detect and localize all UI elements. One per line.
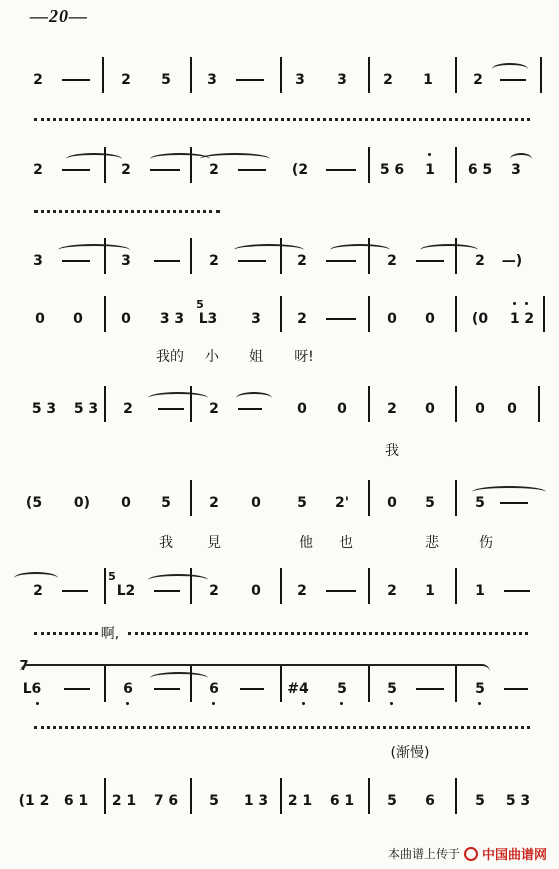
barline [104,778,106,814]
note: 3 [121,253,131,269]
barline [368,480,370,516]
note: 3 [511,162,521,178]
barline [543,296,545,332]
note: 6 1 [329,793,355,809]
lyric-placeholder-dots [34,632,98,635]
note: 3 [207,72,217,88]
note: 5 [425,495,435,511]
note: 0 [387,495,397,511]
note: (1 2 [18,793,50,809]
note: 2 [387,253,397,269]
lyric: 見 [207,535,221,551]
lyric-placeholder-dots [34,210,220,213]
logo-icon [464,847,478,861]
note: 6 5 [467,162,493,178]
note: 0 [297,401,307,417]
lyric-placeholder-dots [34,726,530,729]
note: 3 [337,72,347,88]
barline [368,568,370,604]
footer [388,844,547,863]
barline [455,238,457,274]
barline [190,386,192,422]
note: 5 [475,495,485,511]
barline [455,296,457,332]
note: 0 [251,583,261,599]
barline [368,386,370,422]
note: 2 1 [287,793,313,809]
low-octave-dot [390,702,393,705]
lyric: 啊, [100,626,120,642]
note: 0 [337,401,347,417]
footer-text: 本曲谱上传于 [387,847,460,861]
dash [62,79,90,81]
tie [20,664,490,672]
tie [150,672,208,684]
barline [190,147,192,183]
barline [538,386,540,422]
note: 6 [209,681,219,697]
barline [104,666,106,702]
barline [190,666,192,702]
barline [368,147,370,183]
tie [420,244,478,256]
note: 0 [121,311,131,327]
barline [368,238,370,274]
tie [66,153,122,165]
lyric-placeholder-dots [34,118,530,121]
lyric: 他 [299,535,313,551]
note: 2 [121,72,131,88]
note: 1 3 [243,793,269,809]
note: 0 [475,401,485,417]
note: ᒪ6 [22,681,42,697]
score-row-9 [0,790,559,812]
barline [280,568,282,604]
note: 2 [297,583,307,599]
high-octave-dot [525,302,528,305]
dash [416,260,444,262]
barline [280,296,282,332]
note: —) [501,253,523,269]
barline [368,666,370,702]
note: 1 [425,583,435,599]
low-octave-dot [126,702,129,705]
note: 5 [161,495,171,511]
grace-note: 5 [196,298,204,311]
note: 5 [387,681,397,697]
barline [455,57,457,93]
dash [236,79,264,81]
note: 2 [209,162,219,178]
note: #4 [287,681,309,697]
barline [104,238,106,274]
note: 2 1 [111,793,137,809]
note: 5 [475,793,485,809]
barline [190,238,192,274]
note: 6 [425,793,435,809]
barline [455,568,457,604]
note: 2 [209,583,219,599]
note: 5 [297,495,307,511]
note: 2' [334,495,350,511]
dash [154,260,180,262]
note: 5 [161,72,171,88]
note: 2 [387,583,397,599]
tie [492,63,528,75]
dash [326,169,356,171]
note: 2 [33,72,43,88]
lyric-placeholder-dots [128,632,528,635]
lyric: 悲 [425,535,439,551]
dash [416,688,444,690]
note: (0 [471,311,489,327]
note: 7 6 [153,793,179,809]
note: ᒪ3 [198,311,218,327]
dash [62,169,90,171]
note: 0 [73,311,83,327]
barline [455,666,457,702]
note: 2 [209,253,219,269]
dash [504,688,528,690]
dash [500,79,526,81]
barline [104,147,106,183]
note: 0 [425,401,435,417]
dash [504,590,530,592]
note: 5 [387,793,397,809]
barline [280,238,282,274]
note: 5 3 [31,401,57,417]
barline [368,778,370,814]
score-row-3 [0,250,559,272]
barline [280,57,282,93]
note: 1 [475,583,485,599]
barline [104,568,106,604]
lyric: 我 [159,535,173,551]
score-row-2 [0,159,559,181]
high-octave-dot [513,302,516,305]
dash [62,260,90,262]
note: 3 [295,72,305,88]
note: 6 [123,681,133,697]
note: 2 [123,401,133,417]
barline [455,386,457,422]
score-row-5 [0,398,559,420]
note: 2 [297,253,307,269]
low-octave-dot [212,702,215,705]
barline [190,480,192,516]
note: 1 2 [509,311,535,327]
barline [540,57,542,93]
lyric: 小 [205,349,219,365]
note: 6 1 [63,793,89,809]
lyric: 伤 [479,535,493,551]
note: 3 [251,311,261,327]
dash [158,408,184,410]
score-row-1 [0,69,559,91]
low-octave-dot [340,702,343,705]
barline [455,480,457,516]
score-row-7 [0,570,559,602]
note: 0 [251,495,261,511]
note: ᒪ2 [116,583,136,599]
barline [102,57,104,93]
high-octave-dot [428,153,431,156]
note: 2 [475,253,485,269]
barline [190,778,192,814]
dash [154,688,180,690]
note: (2 [291,162,309,178]
note: 0 [121,495,131,511]
dash [154,590,180,592]
tie [330,244,390,256]
barline [455,147,457,183]
note: 2 [33,583,43,599]
dash [326,318,356,320]
barline [190,568,192,604]
note: 5 [209,793,219,809]
tie [236,392,272,404]
barline [368,296,370,332]
low-octave-dot [36,702,39,705]
barline [368,57,370,93]
note: 5 3 [505,793,531,809]
note: 2 [383,72,393,88]
dash [326,590,356,592]
tie [234,244,304,256]
barline [104,386,106,422]
note: 5 6 [379,162,405,178]
note: 0 [35,311,45,327]
note: 0 [387,311,397,327]
barline [104,296,106,332]
low-octave-dot [478,702,481,705]
note: 2 [33,162,43,178]
note: 2 [473,72,483,88]
note: 2 [297,311,307,327]
lyric: 呀! [294,349,314,365]
note: 1 [425,162,435,178]
tie [58,244,130,256]
score-row-6 [0,492,559,514]
barline [455,778,457,814]
barline [280,666,282,702]
note: 5 [337,681,347,697]
dash [500,502,528,504]
tempo-marking: (渐慢) [390,745,430,761]
page-number: —20— [30,6,88,26]
note: 0) [73,495,91,511]
lyric: 也 [339,535,353,551]
footer-brand: 中国曲谱网 [481,847,547,862]
barline [280,778,282,814]
dash [64,688,90,690]
tie [200,153,270,165]
grace-note: 5 [108,570,116,583]
dash [238,408,262,410]
note: 2 [121,162,131,178]
tie [148,574,208,586]
dash [238,260,266,262]
tie [148,392,208,404]
dash [240,688,264,690]
tie [510,153,532,165]
grace-note: 7 [19,659,29,674]
note: 2 [387,401,397,417]
tie [472,486,546,498]
low-octave-dot [302,702,305,705]
lyric: 姐 [249,349,263,365]
note: 5 3 [73,401,99,417]
dash [62,590,88,592]
dash [150,169,180,171]
dash [238,169,266,171]
note: 1 [423,72,433,88]
dash [326,260,356,262]
note: 2 [209,495,219,511]
score-row-8 [0,659,559,700]
note: 0 [507,401,517,417]
lyric: 我的 [156,349,184,365]
note: 2 [209,401,219,417]
note: 0 [425,311,435,327]
note: 3 3 [159,311,185,327]
barline [190,57,192,93]
note: 5 [475,681,485,697]
note: 3 [33,253,43,269]
score-row-4 [0,298,559,330]
lyric: 我 [385,443,399,459]
note: (5 [25,495,43,511]
